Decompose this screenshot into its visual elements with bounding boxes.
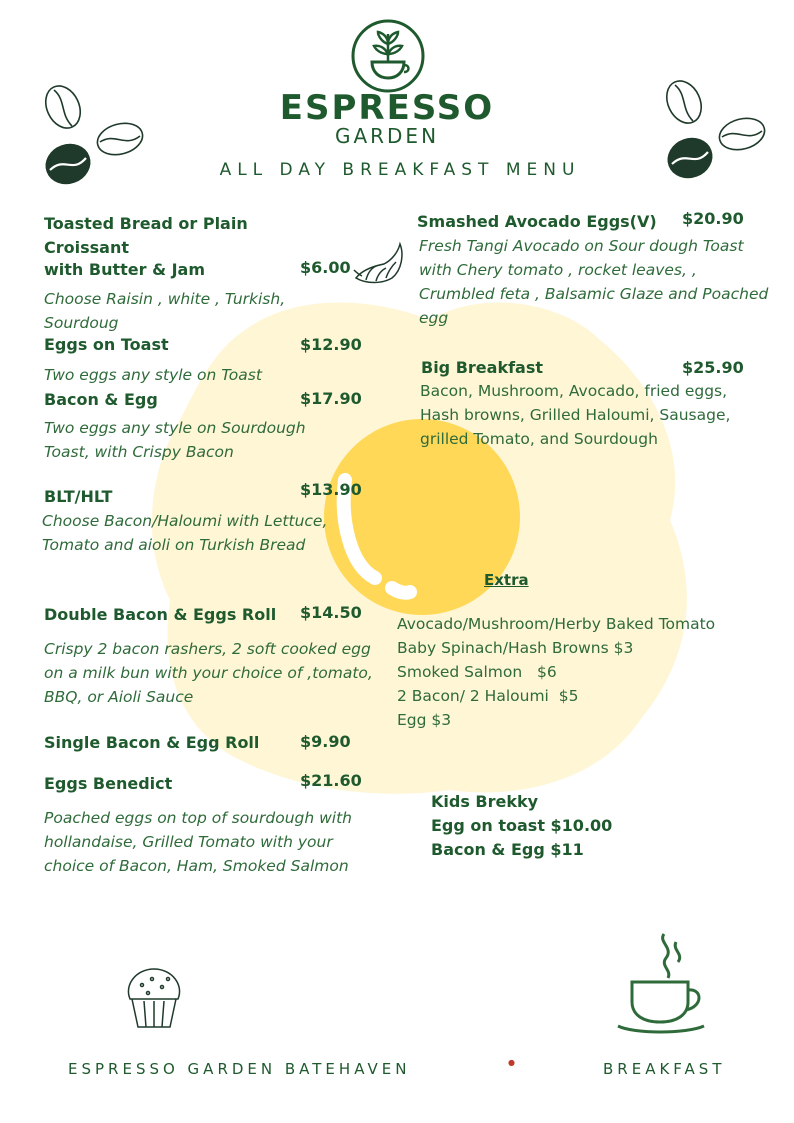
item-title: Double Bacon & Eggs Roll: [44, 605, 277, 624]
item-desc: Choose Bacon/Haloumi with Lettuce, Tomato and aioli on Turkish Bread: [42, 512, 328, 554]
item-title: Toasted Bread or Plain Croissant: [44, 214, 248, 257]
item-price: $20.90: [682, 209, 744, 228]
item-price: $25.90: [682, 358, 744, 377]
brand-subname: GARDEN: [334, 124, 440, 148]
croissant-icon: [352, 240, 404, 286]
item-price: $9.90: [300, 732, 351, 751]
item-price: $12.90: [300, 335, 362, 354]
item-desc: Bacon, Mushroom, Avocado, fried eggs, Hash browns, Grilled Haloumi, Sausage, grilled Tomato, and Sourdough: [420, 382, 731, 448]
item-desc: Two eggs any style on Sourdough Toast, with Crispy Bacon: [44, 419, 306, 461]
extra-line: Egg $3: [397, 711, 452, 729]
extra-line: 2 Bacon/ 2 Haloumi $5: [397, 687, 579, 705]
item-desc: Choose Raisin , white , Turkish, Sourdoug: [44, 290, 286, 332]
footer-dot-icon: ●: [508, 1058, 515, 1067]
item-desc: Fresh Tangi Avocado on Sour dough Toast with Chery tomato , rocket leaves, , Crumbled feta , Balsamic Glaze and Poached egg: [419, 237, 769, 327]
item-title: Single Bacon & Egg Roll: [44, 733, 260, 752]
plant-cup-logo-icon: [350, 18, 426, 94]
muffin-icon: [122, 965, 188, 1031]
item-title: Big Breakfast: [421, 358, 544, 377]
page-subtitle: ALL DAY BREAKFAST MENU: [219, 160, 581, 180]
extra-heading: Extra: [484, 571, 529, 589]
coffee-bean-icon: [40, 82, 150, 192]
item-desc: Crispy 2 bacon rashers, 2 soft cooked egg on a milk bun with your choice of ,tomato, BBQ, or Aioli Sauce: [44, 640, 373, 706]
item-price: $14.50: [300, 603, 362, 622]
footer-category: BREAKFAST: [603, 1060, 726, 1078]
item-title: Bacon & Egg: [44, 390, 158, 409]
item-title: Eggs on Toast: [44, 335, 169, 354]
item-price: $13.90: [300, 480, 362, 499]
footer-location: ESPRESSO GARDEN BATEHAVEN: [68, 1060, 411, 1078]
coffee-bean-icon: [660, 78, 770, 188]
item-title: Smashed Avocado Eggs(V): [417, 212, 657, 231]
item-title: Eggs Benedict: [44, 774, 173, 793]
kids-line: Bacon & Egg $11: [431, 840, 584, 859]
item-price: $21.60: [300, 771, 362, 790]
kids-heading: Kids Brekky: [431, 792, 539, 811]
extra-line: Avocado/Mushroom/Herby Baked Tomato: [397, 615, 716, 633]
extra-line: Baby Spinach/Hash Browns $3: [397, 639, 634, 657]
brand-name: ESPRESSO: [279, 88, 495, 128]
item-title: BLT/HLT: [44, 487, 113, 506]
coffee-cup-icon: [614, 928, 708, 1038]
extra-line: Smoked Salmon $6: [397, 663, 557, 681]
item-desc: Poached eggs on top of sourdough with hollandaise, Grilled Tomato with your choice of Bacon, Ham, Smoked Salmon: [44, 809, 352, 875]
item-title-cont: with Butter & Jam: [44, 260, 206, 279]
item-desc: Two eggs any style on Toast: [44, 366, 262, 384]
kids-line: Egg on toast $10.00: [431, 816, 613, 835]
item-price: $6.00: [300, 258, 351, 277]
item-price: $17.90: [300, 389, 362, 408]
